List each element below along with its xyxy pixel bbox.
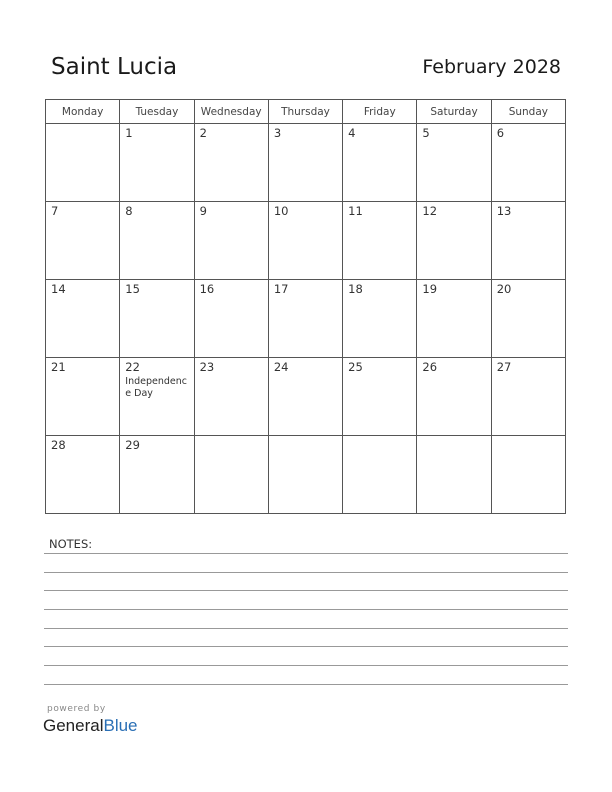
logo-general-text: General xyxy=(43,716,104,735)
day-cell[interactable] xyxy=(343,280,417,358)
day-number: 12 xyxy=(422,204,438,218)
empty-day-cell xyxy=(491,436,565,514)
day-number: 14 xyxy=(51,282,66,296)
note-line xyxy=(44,665,568,666)
day-number: 27 xyxy=(496,360,512,374)
day-cell[interactable] xyxy=(120,202,194,280)
day-number: 3 xyxy=(273,126,282,140)
weekday-header: Saturday xyxy=(417,100,491,124)
empty-day-cell xyxy=(343,436,417,514)
note-line xyxy=(44,572,568,573)
day-cell[interactable] xyxy=(120,280,194,358)
week-row xyxy=(46,202,566,280)
empty-day-cell xyxy=(417,436,491,514)
day-number: 20 xyxy=(496,282,512,296)
day-number: 2 xyxy=(199,126,207,140)
day-cell[interactable] xyxy=(120,124,194,202)
day-number: 21 xyxy=(51,360,66,374)
day-number: 15 xyxy=(125,282,140,296)
week-row xyxy=(46,124,566,202)
empty-day-cell xyxy=(194,436,268,514)
weekday-header-row xyxy=(46,100,566,124)
weekday-header: Tuesday xyxy=(120,100,194,124)
day-number: 6 xyxy=(496,126,505,140)
note-line xyxy=(44,684,568,685)
note-line xyxy=(44,646,568,647)
generalblue-logo[interactable] xyxy=(43,716,138,736)
day-cell[interactable] xyxy=(268,280,342,358)
day-number: 10 xyxy=(273,204,289,218)
calendar-body xyxy=(46,124,566,514)
note-line xyxy=(44,609,568,610)
day-cell[interactable] xyxy=(343,358,417,436)
day-cell[interactable] xyxy=(417,280,491,358)
day-number: 13 xyxy=(496,204,512,218)
day-number: 1 xyxy=(125,126,133,140)
day-cell[interactable] xyxy=(343,124,417,202)
note-line xyxy=(44,590,568,591)
day-number: 22 xyxy=(125,360,140,374)
day-number: 26 xyxy=(422,360,438,374)
weekday-header: Sunday xyxy=(491,100,565,124)
day-cell[interactable] xyxy=(194,124,268,202)
week-row xyxy=(46,280,566,358)
day-number: 17 xyxy=(273,282,289,296)
day-cell[interactable] xyxy=(120,436,194,514)
day-number: 23 xyxy=(199,360,215,374)
day-number: 4 xyxy=(348,126,356,140)
day-cell[interactable] xyxy=(194,202,268,280)
day-cell[interactable] xyxy=(491,280,565,358)
day-cell[interactable] xyxy=(194,358,268,436)
day-cell[interactable] xyxy=(46,202,120,280)
day-number: 8 xyxy=(125,204,133,218)
calendar-grid xyxy=(45,99,566,514)
week-row xyxy=(46,358,566,436)
day-cell[interactable] xyxy=(417,358,491,436)
note-line xyxy=(44,628,568,629)
day-number: 25 xyxy=(348,360,363,374)
day-number: 24 xyxy=(273,360,289,374)
country-title: Saint Lucia xyxy=(51,54,178,80)
day-number: 11 xyxy=(348,204,363,218)
note-line xyxy=(44,553,568,554)
day-cell[interactable] xyxy=(343,202,417,280)
day-number: 7 xyxy=(51,204,59,218)
day-cell[interactable] xyxy=(194,280,268,358)
day-number: 29 xyxy=(125,438,140,452)
day-cell[interactable] xyxy=(491,124,565,202)
day-cell[interactable] xyxy=(491,358,565,436)
notes-label: NOTES: xyxy=(49,537,93,551)
day-cell[interactable] xyxy=(417,202,491,280)
weekday-header: Friday xyxy=(343,100,417,124)
weekday-header: Monday xyxy=(46,100,120,124)
day-cell[interactable] xyxy=(120,358,194,436)
day-cell[interactable] xyxy=(46,280,120,358)
day-cell[interactable] xyxy=(46,436,120,514)
holiday-event: Independence Day xyxy=(125,376,187,399)
logo-blue-text: Blue xyxy=(103,716,138,735)
day-number: 19 xyxy=(422,282,438,296)
day-cell[interactable] xyxy=(268,202,342,280)
day-cell[interactable] xyxy=(417,124,491,202)
day-number: 9 xyxy=(199,204,207,218)
day-cell[interactable] xyxy=(491,202,565,280)
day-number: 28 xyxy=(51,438,66,452)
empty-day-cell xyxy=(46,124,120,202)
powered-by-text: powered by xyxy=(47,704,106,714)
weekday-header: Wednesday xyxy=(194,100,268,124)
day-number: 5 xyxy=(422,126,430,140)
day-number: 16 xyxy=(199,282,215,296)
month-year-title: February 2028 xyxy=(422,56,561,78)
day-cell[interactable] xyxy=(46,358,120,436)
week-row xyxy=(46,436,566,514)
weekday-header: Thursday xyxy=(268,100,342,124)
empty-day-cell xyxy=(268,436,342,514)
day-number: 18 xyxy=(348,282,363,296)
day-cell[interactable] xyxy=(268,124,342,202)
day-cell[interactable] xyxy=(268,358,342,436)
